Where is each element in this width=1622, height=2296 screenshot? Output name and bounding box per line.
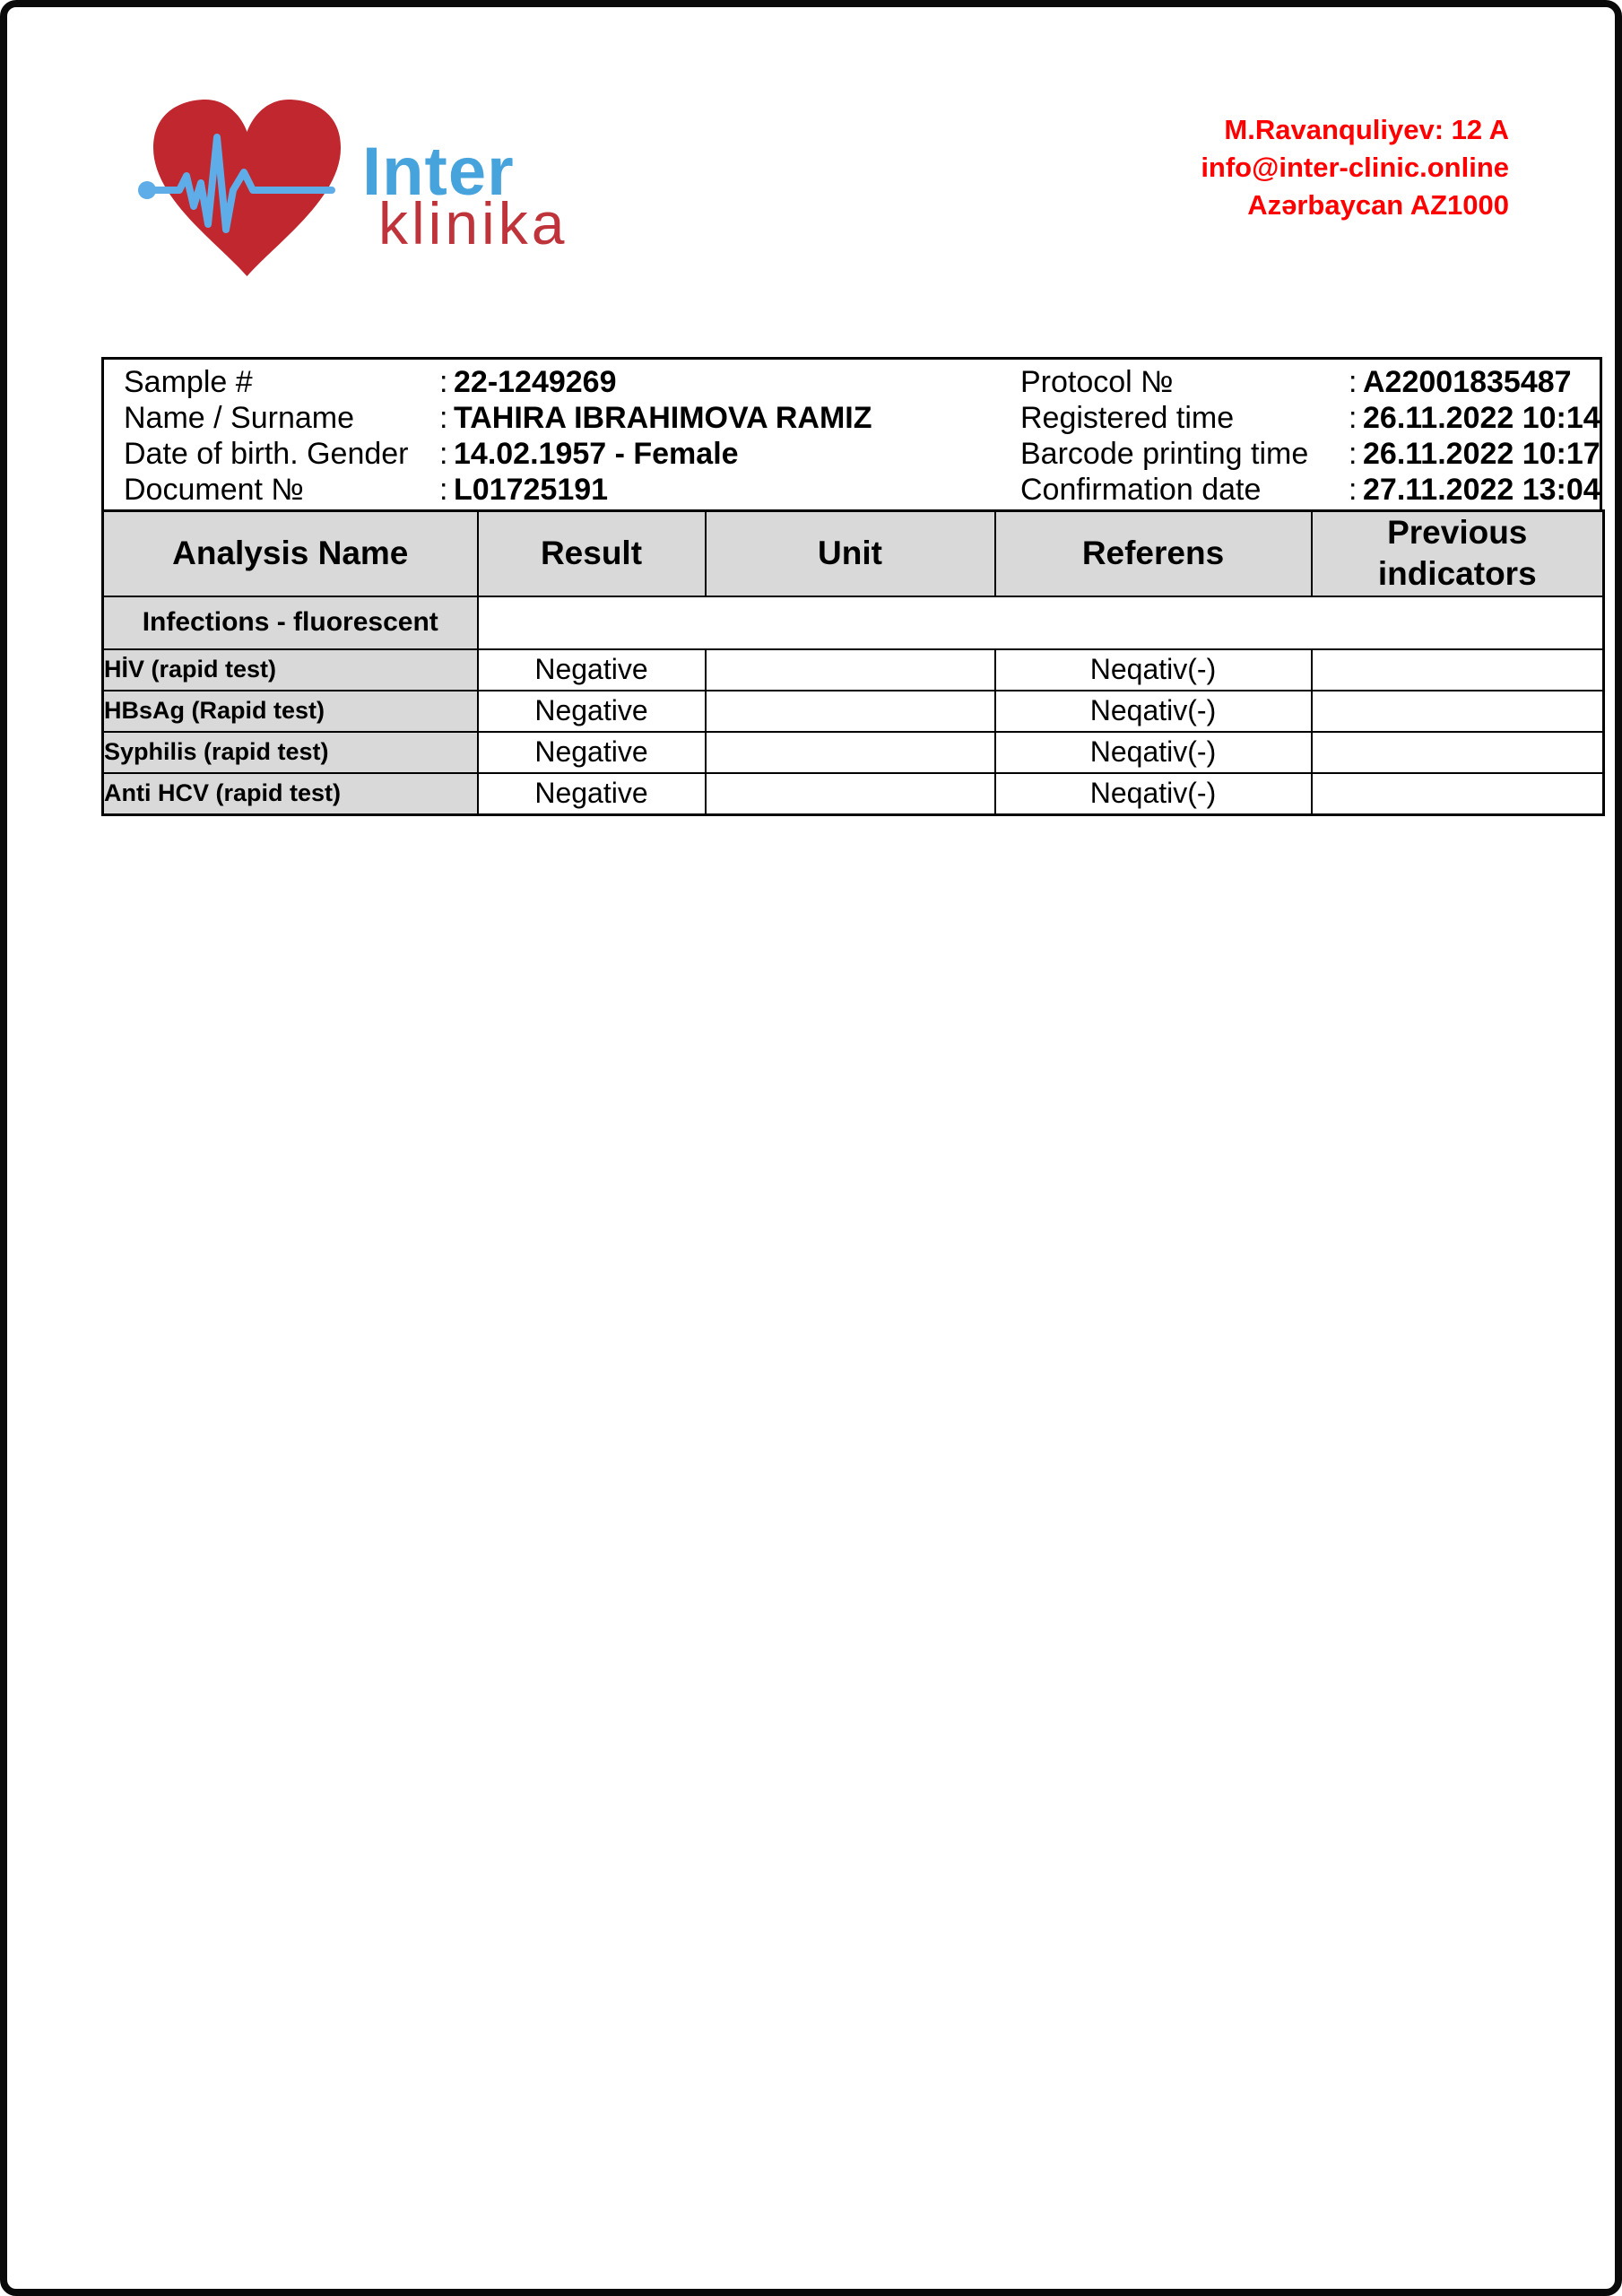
unit-cell: [706, 649, 995, 691]
referens-cell: Neqativ(-): [995, 773, 1312, 815]
separator: :: [439, 436, 448, 471]
header-unit: Unit: [706, 511, 995, 596]
name-label: Name / Surname: [124, 400, 354, 435]
analysis-name-cell: HBsAg (Rapid test): [103, 691, 478, 732]
contact-country: Azərbaycan AZ1000: [1247, 189, 1509, 221]
document-label: Document №: [124, 472, 304, 507]
section-title: Infections - fluorescent: [103, 596, 478, 649]
patient-info-box: [101, 357, 1602, 509]
protocol-label: Protocol №: [1020, 364, 1174, 399]
separator: :: [439, 472, 448, 507]
birth-gender-value: 14.02.1957 - Female: [454, 436, 739, 471]
info-row-registered: [1020, 400, 1600, 436]
result-cell: Negative: [478, 649, 706, 691]
patient-info-left: [124, 364, 872, 508]
header-previous-indicators: Previous indicators: [1312, 511, 1604, 596]
info-row-sample: [124, 364, 872, 400]
confirmation-value: 27.11.2022 13:04: [1363, 472, 1600, 507]
ekg-dot-icon: [138, 181, 156, 199]
header-referens: Referens: [995, 511, 1312, 596]
referens-cell: Neqativ(-): [995, 691, 1312, 732]
table-row: [103, 773, 1604, 815]
document-value: L01725191: [454, 472, 609, 507]
name-value: TAHIRA IBRAHIMOVA RAMIZ: [454, 400, 872, 435]
previous-cell: [1312, 773, 1604, 815]
previous-cell: [1312, 649, 1604, 691]
birth-gender-label: Date of birth. Gender: [124, 436, 409, 471]
table-row: [103, 732, 1604, 773]
analysis-name-cell: Syphilis (rapid test): [103, 732, 478, 773]
registered-label: Registered time: [1020, 400, 1235, 435]
barcode-label: Barcode printing time: [1020, 436, 1309, 471]
separator: :: [439, 400, 448, 435]
sample-value: 22-1249269: [454, 364, 617, 399]
separator: :: [1349, 472, 1357, 507]
unit-cell: [706, 732, 995, 773]
registered-value: 26.11.2022 10:14: [1363, 400, 1600, 435]
header-row: [103, 511, 1604, 596]
header-result: Result: [478, 511, 706, 596]
referens-cell: Neqativ(-): [995, 732, 1312, 773]
section-empty-area: [478, 596, 1604, 649]
contact-email: info@inter-clinic.online: [1201, 152, 1509, 183]
separator: :: [439, 364, 448, 399]
results-table: [101, 509, 1605, 816]
barcode-value: 26.11.2022 10:17: [1363, 436, 1600, 471]
contact-address: M.Ravanquliyev: 12 A: [1224, 114, 1509, 145]
result-cell: Negative: [478, 773, 706, 815]
previous-cell: [1312, 691, 1604, 732]
table-row: [103, 691, 1604, 732]
previous-cell: [1312, 732, 1604, 773]
brand-name-secondary: klinika: [378, 190, 568, 257]
result-cell: Negative: [478, 691, 706, 732]
sample-label: Sample #: [124, 364, 253, 399]
unit-cell: [706, 691, 995, 732]
analysis-name-cell: Anti HCV (rapid test): [103, 773, 478, 815]
table-row: [103, 649, 1604, 691]
analysis-name-cell: HİV (rapid test): [103, 649, 478, 691]
info-row-confirmation: [1020, 472, 1600, 508]
brand-name-primary: Inter: [362, 134, 515, 210]
info-row-birth-gender: [124, 436, 872, 472]
header-analysis-name: Analysis Name: [103, 511, 478, 596]
separator: :: [1349, 400, 1357, 435]
confirmation-label: Confirmation date: [1020, 472, 1262, 507]
patient-info-right: [1020, 364, 1600, 508]
separator: :: [1349, 364, 1357, 399]
info-row-protocol: [1020, 364, 1600, 400]
clinic-contact-block: [1201, 111, 1509, 224]
info-row-document: [124, 472, 872, 508]
referens-cell: Neqativ(-): [995, 649, 1312, 691]
result-cell: Negative: [478, 732, 706, 773]
clinic-logo: [137, 92, 357, 285]
info-row-barcode: [1020, 436, 1600, 472]
info-row-name: [124, 400, 872, 436]
separator: :: [1349, 436, 1357, 471]
section-row: [103, 596, 1604, 649]
unit-cell: [706, 773, 995, 815]
protocol-value: A22001835487: [1363, 364, 1572, 399]
